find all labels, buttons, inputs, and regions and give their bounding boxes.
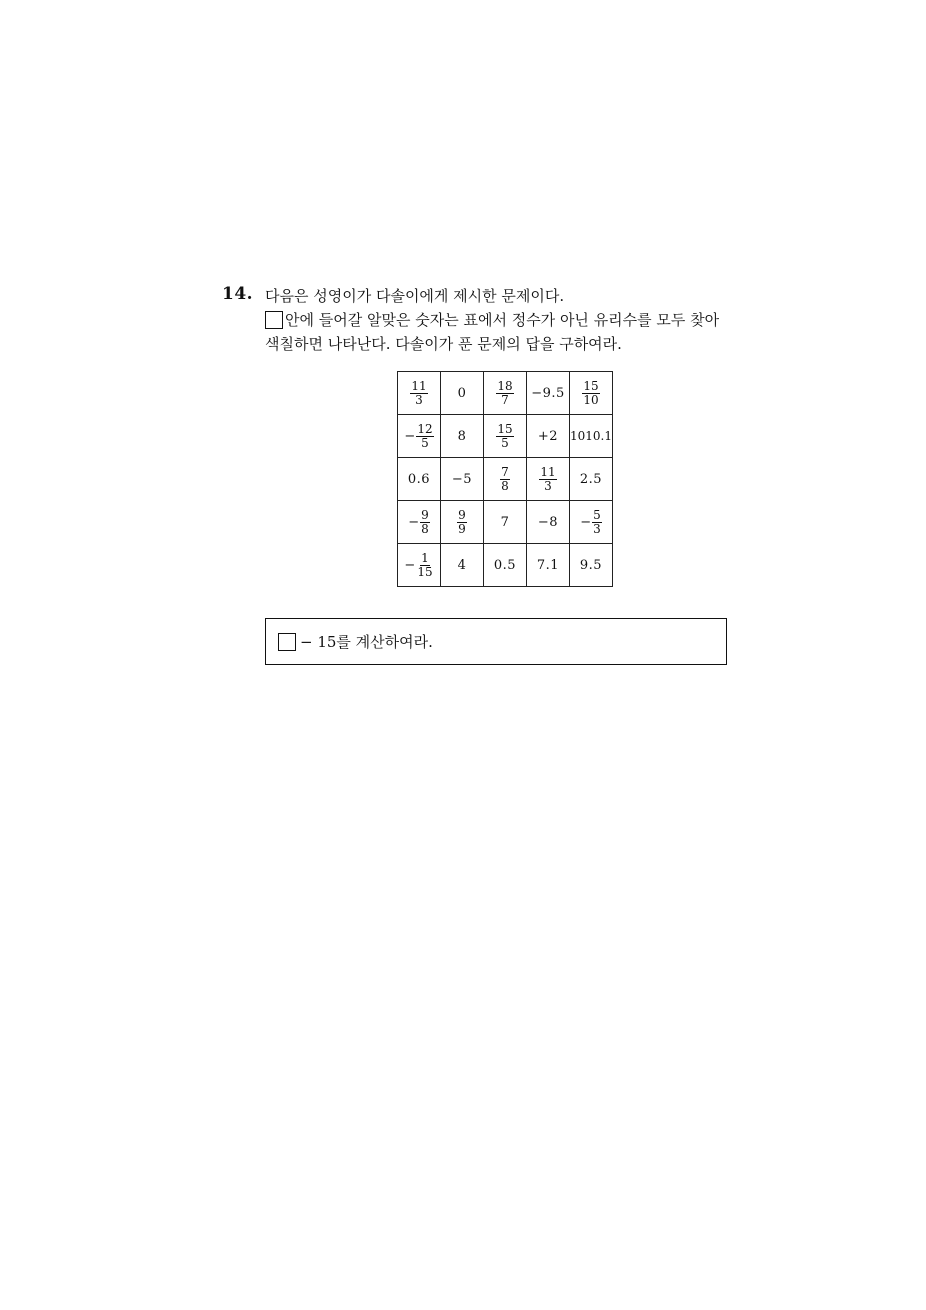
fraction-denominator: 3 xyxy=(544,478,552,493)
grid-row xyxy=(398,501,613,544)
fraction-denominator: 10 xyxy=(583,392,599,407)
fraction-sign: − xyxy=(404,557,416,573)
grid-cell[interactable] xyxy=(527,501,570,544)
fraction xyxy=(592,509,602,536)
fraction-numerator: 11 xyxy=(540,464,556,479)
grid-cell[interactable] xyxy=(398,415,441,458)
grid-cell[interactable] xyxy=(527,458,570,501)
cell-value: 8 xyxy=(457,428,467,444)
grid-cell[interactable] xyxy=(484,458,527,501)
fraction-sign: − xyxy=(580,514,592,530)
cell-value: 7 xyxy=(500,514,510,530)
grid-cell[interactable] xyxy=(441,415,484,458)
grid-cell[interactable] xyxy=(570,544,613,587)
fraction-numerator: 9 xyxy=(458,507,466,522)
fraction-numerator: 15 xyxy=(583,378,599,393)
grid-cell[interactable] xyxy=(484,501,527,544)
problem-line-3: 색칠하면 나타난다. 다솔이가 푼 문제의 답을 구하여라. xyxy=(265,335,622,353)
fraction-denominator: 15 xyxy=(417,564,433,579)
grid-cell[interactable] xyxy=(570,501,613,544)
fraction xyxy=(539,466,556,493)
cell-value: −8 xyxy=(537,514,559,530)
grid-cell[interactable] xyxy=(398,372,441,415)
fraction-numerator: 5 xyxy=(593,507,601,522)
problem-line-1: 다음은 성영이가 다솔이에게 제시한 문제이다. xyxy=(265,287,565,305)
fraction xyxy=(457,509,467,536)
task-box xyxy=(265,618,727,665)
grid-cell[interactable] xyxy=(441,372,484,415)
fraction-numerator: 1 xyxy=(421,550,429,565)
grid-cell[interactable] xyxy=(570,372,613,415)
number-grid-table xyxy=(397,371,613,587)
fraction-numerator: 7 xyxy=(501,464,509,479)
grid-cell[interactable] xyxy=(484,544,527,587)
problem-statement xyxy=(265,284,765,356)
fraction xyxy=(416,552,433,579)
cell-value: 1010.1 xyxy=(570,428,612,443)
grid-row xyxy=(398,415,613,458)
cell-value: 0.5 xyxy=(493,557,517,573)
grid-row xyxy=(398,372,613,415)
cell-value: 0 xyxy=(457,385,467,401)
cell-value: 0.6 xyxy=(407,471,431,487)
grid-cell[interactable] xyxy=(527,544,570,587)
task-blank-box xyxy=(278,633,296,651)
grid-row xyxy=(398,544,613,587)
fraction-denominator: 3 xyxy=(593,521,601,536)
fraction-denominator: 3 xyxy=(415,392,423,407)
cell-value: 2.5 xyxy=(579,471,603,487)
cell-value: 7.1 xyxy=(536,557,560,573)
grid-cell[interactable] xyxy=(527,415,570,458)
grid-cell[interactable] xyxy=(441,544,484,587)
cell-value: +2 xyxy=(537,428,559,444)
fraction-denominator: 5 xyxy=(421,435,429,450)
cell-value: −5 xyxy=(451,471,473,487)
cell-value: −9.5 xyxy=(531,385,565,401)
grid-cell[interactable] xyxy=(527,372,570,415)
fraction-sign: − xyxy=(404,428,416,444)
cell-value: 9.5 xyxy=(579,557,603,573)
fraction-denominator: 7 xyxy=(501,392,509,407)
grid-cell[interactable] xyxy=(570,415,613,458)
fraction xyxy=(410,380,427,407)
fraction-numerator: 15 xyxy=(497,421,513,436)
fraction-denominator: 5 xyxy=(501,435,509,450)
problem-number: 14. xyxy=(222,284,254,304)
problem-line-2 xyxy=(265,308,765,332)
grid-cell[interactable] xyxy=(484,415,527,458)
fraction xyxy=(420,509,430,536)
fraction-numerator: 18 xyxy=(497,378,513,393)
grid-cell[interactable] xyxy=(441,458,484,501)
fraction-denominator: 8 xyxy=(421,521,429,536)
fraction xyxy=(500,466,510,493)
fraction-numerator: 9 xyxy=(421,507,429,522)
grid-cell[interactable] xyxy=(398,458,441,501)
fraction xyxy=(496,380,513,407)
fraction xyxy=(582,380,599,407)
task-text: − 15를 계산하여라. xyxy=(300,633,433,651)
fraction-numerator: 11 xyxy=(411,378,427,393)
fraction xyxy=(416,423,433,450)
fraction-numerator: 12 xyxy=(417,421,433,436)
cell-value: 4 xyxy=(457,557,467,573)
grid-cell[interactable] xyxy=(398,544,441,587)
grid-row xyxy=(398,458,613,501)
fraction-denominator: 9 xyxy=(458,521,466,536)
grid-cell[interactable] xyxy=(398,501,441,544)
grid-cell[interactable] xyxy=(570,458,613,501)
fraction xyxy=(496,423,513,450)
grid-cell[interactable] xyxy=(484,372,527,415)
task-content xyxy=(278,631,433,652)
answer-blank-box xyxy=(265,311,283,329)
problem-line-2-text: 안에 들어갈 알맞은 숫자는 표에서 정수가 아닌 유리수를 모두 찾아 xyxy=(285,311,720,329)
grid-cell[interactable] xyxy=(441,501,484,544)
fraction-sign: − xyxy=(408,514,420,530)
fraction-denominator: 8 xyxy=(501,478,509,493)
